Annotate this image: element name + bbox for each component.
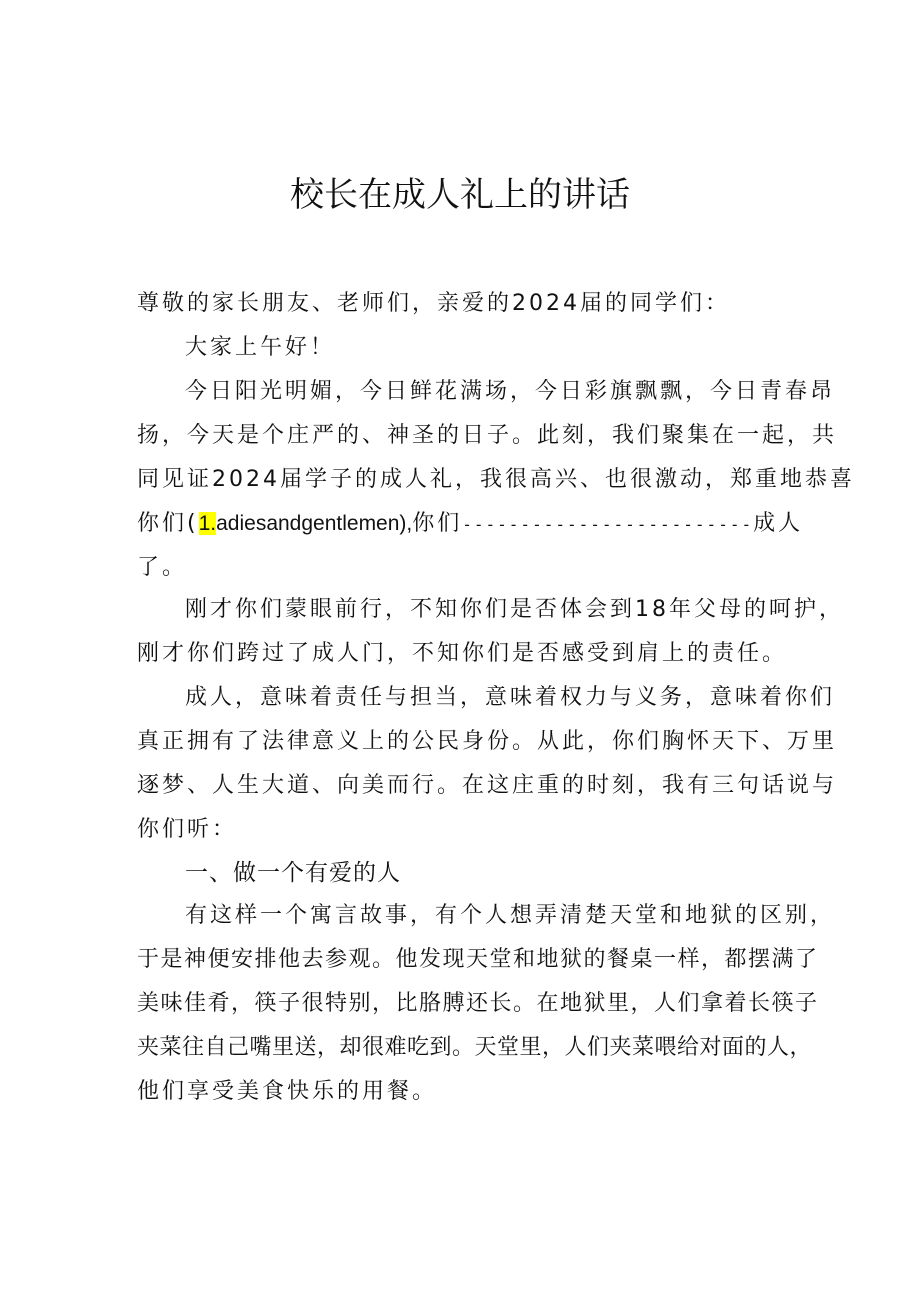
paragraph-1-line-3: 同见证2024届学子的成人礼，我很高兴、也很激动，郑重地恭喜 bbox=[137, 467, 855, 492]
paragraph-4-line-1: 有这样一个寓言故事，有个人想弄清楚天堂和地狱的区别， bbox=[185, 903, 836, 928]
paragraph-4-line-2: 于是神便安排他去参观。他发现天堂和地狱的餐桌一样，都摆满了 bbox=[137, 947, 819, 972]
paragraph-1-line-4-post: 成人 bbox=[753, 511, 804, 536]
paragraph-3-line-1: 成人，意味着责任与担当，意味着权力与义务，意味着你们 bbox=[185, 685, 836, 710]
paragraph-4-line-4: 夹菜往自己嘴里送，却很难吃到。天堂里，人们夹菜喂给对面的人， bbox=[137, 1035, 813, 1060]
paragraph-1-line-2: 扬，今天是个庄严的、神圣的日子。此刻，我们聚集在一起，共 bbox=[137, 423, 838, 448]
paragraph-3-line-2: 真正拥有了法律意义上的公民身份。从此，你们胸怀天下、万里 bbox=[137, 729, 838, 754]
paragraph-3-line-4: 你们听： bbox=[137, 817, 238, 842]
highlighted-number: 1. bbox=[198, 512, 217, 535]
paragraph-4-line-3: 美味佳肴，筷子很特别，比胳膊还长。在地狱里，人们拿着长筷子 bbox=[137, 991, 819, 1016]
salutation: 大家上午好！ bbox=[185, 335, 336, 360]
section-1-heading: 一、做一个有爱的人 bbox=[185, 859, 401, 885]
paragraph-3-line-3: 逐梦、人生大道、向美而行。在这庄重的时刻，我有三句话说与 bbox=[137, 773, 838, 798]
paragraph-1-line-4-pre: 你们( bbox=[137, 511, 199, 536]
ladies-and-gentlemen-text: adiesandgentlemen), bbox=[216, 512, 413, 535]
paragraph-1-line-4 bbox=[137, 506, 803, 542]
document-title: 校长在成人礼上的讲话 bbox=[290, 175, 630, 215]
paragraph-2-line-1: 刚才你们蒙眼前行，不知你们是否体会到18年父母的呵护， bbox=[185, 597, 844, 622]
paragraph-1-line-5: 了。 bbox=[137, 555, 188, 580]
paragraph-2-line-2: 刚才你们跨过了成人门，不知你们是否感受到肩上的责任。 bbox=[137, 641, 788, 666]
paragraph-1-line-1: 今日阳光明媚，今日鲜花满场，今日彩旗飘飘，今日青春昂 bbox=[185, 379, 836, 404]
greeting: 尊敬的家长朋友、老师们，亲爱的2024届的同学们： bbox=[137, 291, 730, 316]
dash-line: ------------------------- bbox=[462, 515, 754, 534]
paragraph-1-line-4-mid: 你们 bbox=[412, 511, 463, 536]
paragraph-4-line-5: 他们享受美食快乐的用餐。 bbox=[137, 1079, 438, 1104]
